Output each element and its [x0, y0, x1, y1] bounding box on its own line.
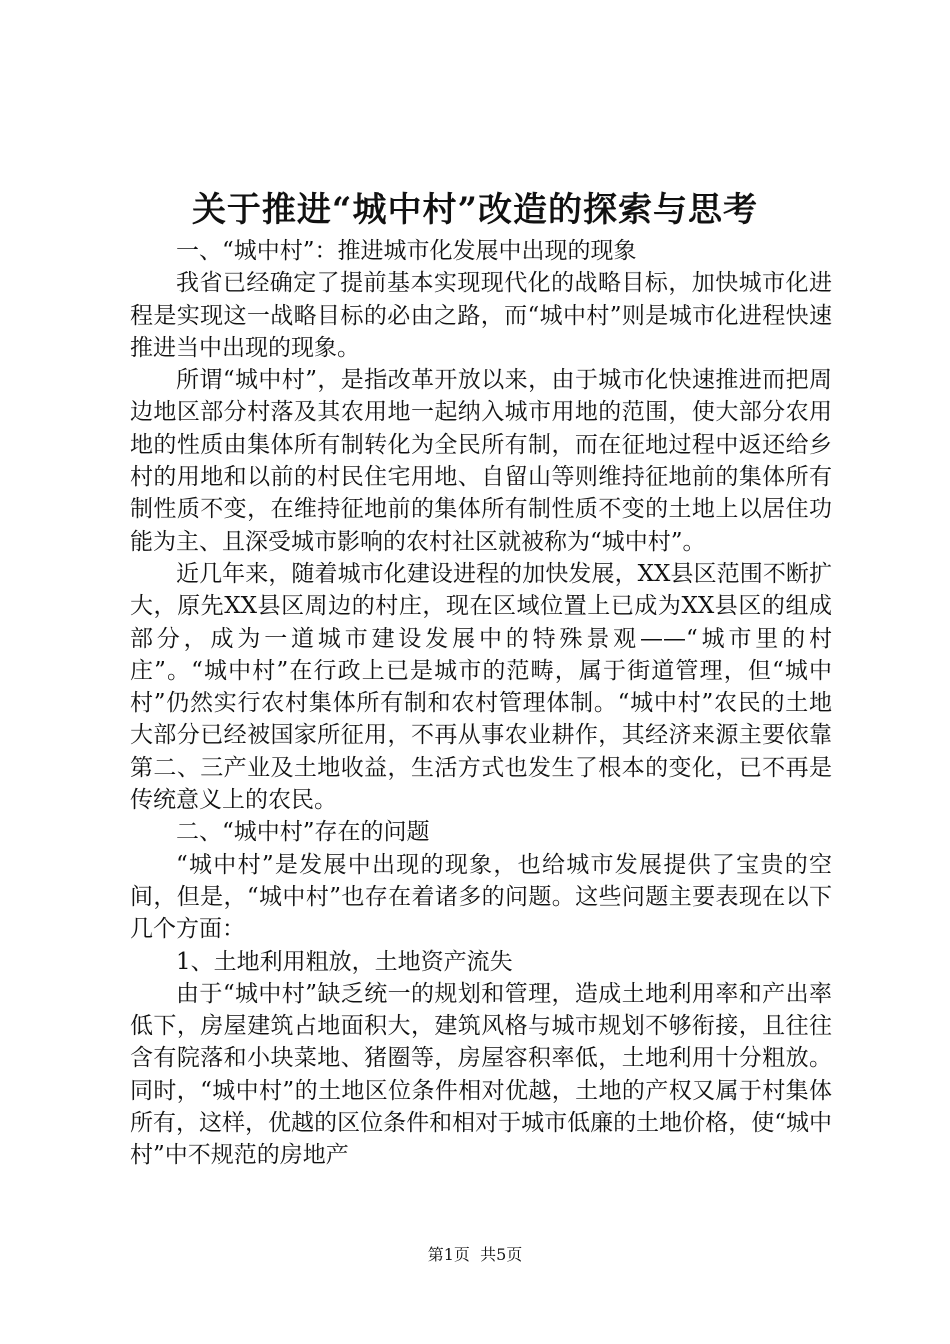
page-footer [0, 1244, 950, 1266]
page-number: 第1页 [427, 1245, 470, 1264]
document-title: 关于推进“城中村”改造的探索与思考 [191, 190, 759, 230]
paragraph-land-use: 由于“城中村”缺乏统一的规划和管理，造成土地利用率和产出率低下，房屋建筑占地面积大，建筑风格与城市规划不够衔接，且往往含有院落和小块菜地、猪圈等，房屋容积率低，土地利用十分粗放。同时，“城中村”的土地区位条件相对优越，土地的产权又属于村集体所有，这样，优越的区位条件和相对于城市低廉的土地价格，使“城中村”中不规范的房地产 [130, 980, 832, 1169]
page-total: 共5页 [480, 1245, 523, 1264]
paragraph-recent-years: 近几年来，随着城市化建设进程的加快发展，XX县区范围不断扩大，原先XX县区周边的村庄，现在区域位置上已成为XX县区的组成部分，成为一道城市建设发展中的特殊景观——“城市里的村庄”。“城中村”在行政上已是城市的范畴，属于街道管理，但“城中村”仍然实行农村集体所有制和农村管理体制。“城中村”农民的土地大部分已经被国家所征用，不再从事农业耕作，其经济来源主要依靠第二、三产业及土地收益，生活方式也发生了根本的变化，已不再是传统意义上的农民。 [130, 560, 832, 814]
subsection-heading-1: 1、土地利用粗放，土地资产流失 [176, 948, 513, 975]
section-heading-2: 二、“城中村”存在的问题 [176, 819, 430, 846]
document-body [130, 235, 832, 1172]
paragraph-definition: 所谓“城中村”，是指改革开放以来，由于城市化快速推进而把周边地区部分村落及其农用地一起纳入城市用地的范围，使大部分农用地的性质由集体所有制转化为全民所有制，而在征地过程中返还给乡村的用地和以前的村民住宅用地、自留山等则维持征地前的集体所有制性质不变，在维持征地前的集体所有制性质不变的土地上以居住功能为主、且深受城市影响的农村社区就被称为“城中村”。 [130, 367, 832, 555]
paragraph-intro: 我省已经确定了提前基本实现现代化的战略目标，加快城市化进程是实现这一战略目标的必由之路，而“城中村”则是城市化进程快速推进当中出现的现象。 [130, 270, 832, 361]
paragraph-problems-intro: “城中村”是发展中出现的现象，也给城市发展提供了宝贵的空间，但是，“城中村”也存在着诸多的问题。这些问题主要表现在以下几个方面： [130, 851, 832, 943]
section-heading-1: 一、“城中村”：推进城市化发展中出现的现象 [176, 238, 637, 264]
